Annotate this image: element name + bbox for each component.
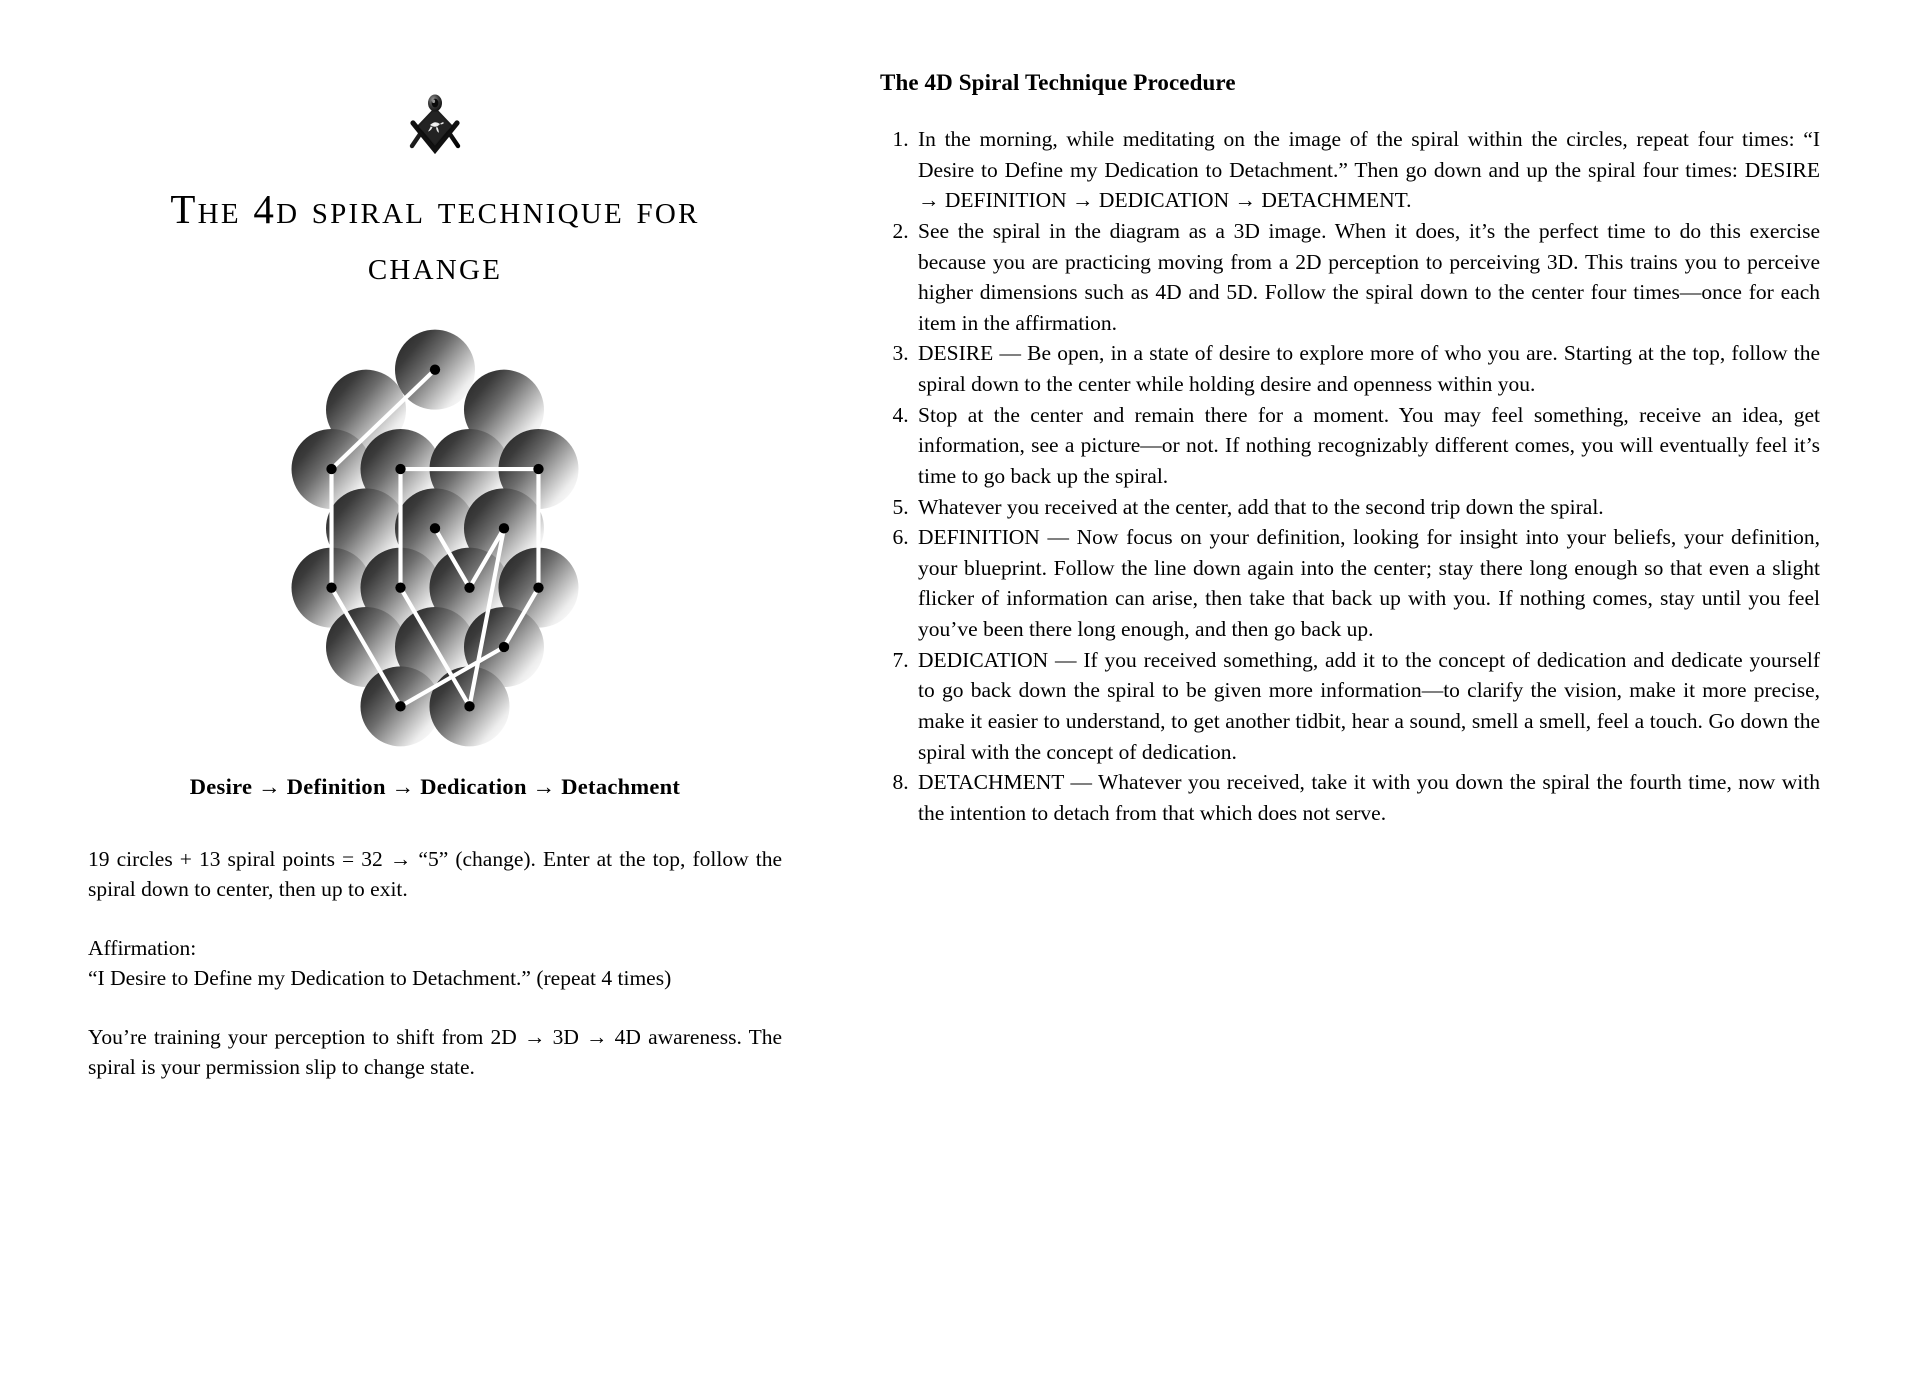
procedure-step: 4. Stop at the center and remain there for a moment. You may feel something, receive an idea, get information, see a picture—or not. If nothing recognizably different comes, you will eventually feel it’s time to go back up the spiral. [914,400,1820,492]
spiral-point [533,582,543,592]
spiral-point [326,463,336,473]
affirmation-label: Affirmation: [88,935,197,960]
spiral-point [464,701,474,711]
procedure-step: 5. Whatever you received at the center, add that to the second trip down the spiral. [914,492,1820,523]
paragraph-perception: You’re training your perception to shift from 2D → 3D → 4D awareness. The spiral is your permission slip to change state. [88,1024,782,1080]
spiral-point [326,582,336,592]
spiral-point [464,582,474,592]
left-body-text [88,844,782,1111]
procedure-step: 1. In the morning, while meditating on the image of the spiral within the circles, repeat four times: “I Desire to Define my Dedication to Detachment.” Then go down and up the spiral four times: DESIRE → DEFINITION → DEDICATION → DETACHMENT. [914,124,1820,216]
spiral-point [499,641,509,651]
spiral-point [395,701,405,711]
procedure-list [880,124,1820,828]
procedure-step: 6. DEFINITION — Now focus on your definition, looking for insight into your beliefs, your definition, your blueprint. Follow the line down again into the center; stay there long enough so that even a slight flicker of information can arise, then take that back up with you. If nothing comes, stay until you feel you’ve been there long enough, and then go back up. [914,522,1820,645]
diagram-circles [292,329,579,746]
procedure-step: 3. DESIRE — Be open, in a state of desire to explore more of who you are. Starting at the top, follow the spiral down to the center while holding desire and openness within you. [914,338,1820,399]
spiral-point [533,463,543,473]
spiral-point [395,463,405,473]
spiral-circles-diagram [225,320,645,756]
procedure-step: 8. DETACHMENT — Whatever you received, take it with you down the spiral the fourth time, now with the intention to detach from that which does not serve. [914,767,1820,828]
page-title: The 4d spiral technique for change [170,186,700,288]
procedure-step: 2. See the spiral in the diagram as a 3D image. When it does, it’s the perfect time to do this exercise because you are practicing moving from a 2D perception to perceiving 3D. This trains you to perceive higher dimensions such as 4D and 5D. Follow the spiral down to the center four times—once for each item in the affirmation. [914,216,1820,339]
diagram-caption: Desire → Definition → Dedication → Detachment [189,773,681,799]
spiral-point [395,582,405,592]
right-column [860,0,1920,1380]
procedure-heading: The 4D Spiral Technique Procedure [880,70,1236,95]
left-column [0,0,860,1380]
masonic-square-compass-eye-icon [399,90,471,166]
affirmation-text: “I Desire to Define my Dedication to Detachment.” (repeat 4 times) [88,966,672,991]
spiral-point [430,364,440,374]
paragraph-circles-count: 19 circles + 13 spiral points = 32 → “5” (change). Enter at the top, follow the spiral down to center, then up to exit. [88,846,782,902]
spiral-point [499,523,509,533]
procedure-step: 7. DEDICATION — If you received something, add it to the concept of dedication and dedicate yourself to go back down the spiral to be given more information—to clarify the vision, make it more precise, make it easier to understand, to get another tidbit, hear a sound, smell a smell, feel a touch. Go down the spiral with the concept of dedication. [914,645,1820,768]
spiral-point [430,523,440,533]
